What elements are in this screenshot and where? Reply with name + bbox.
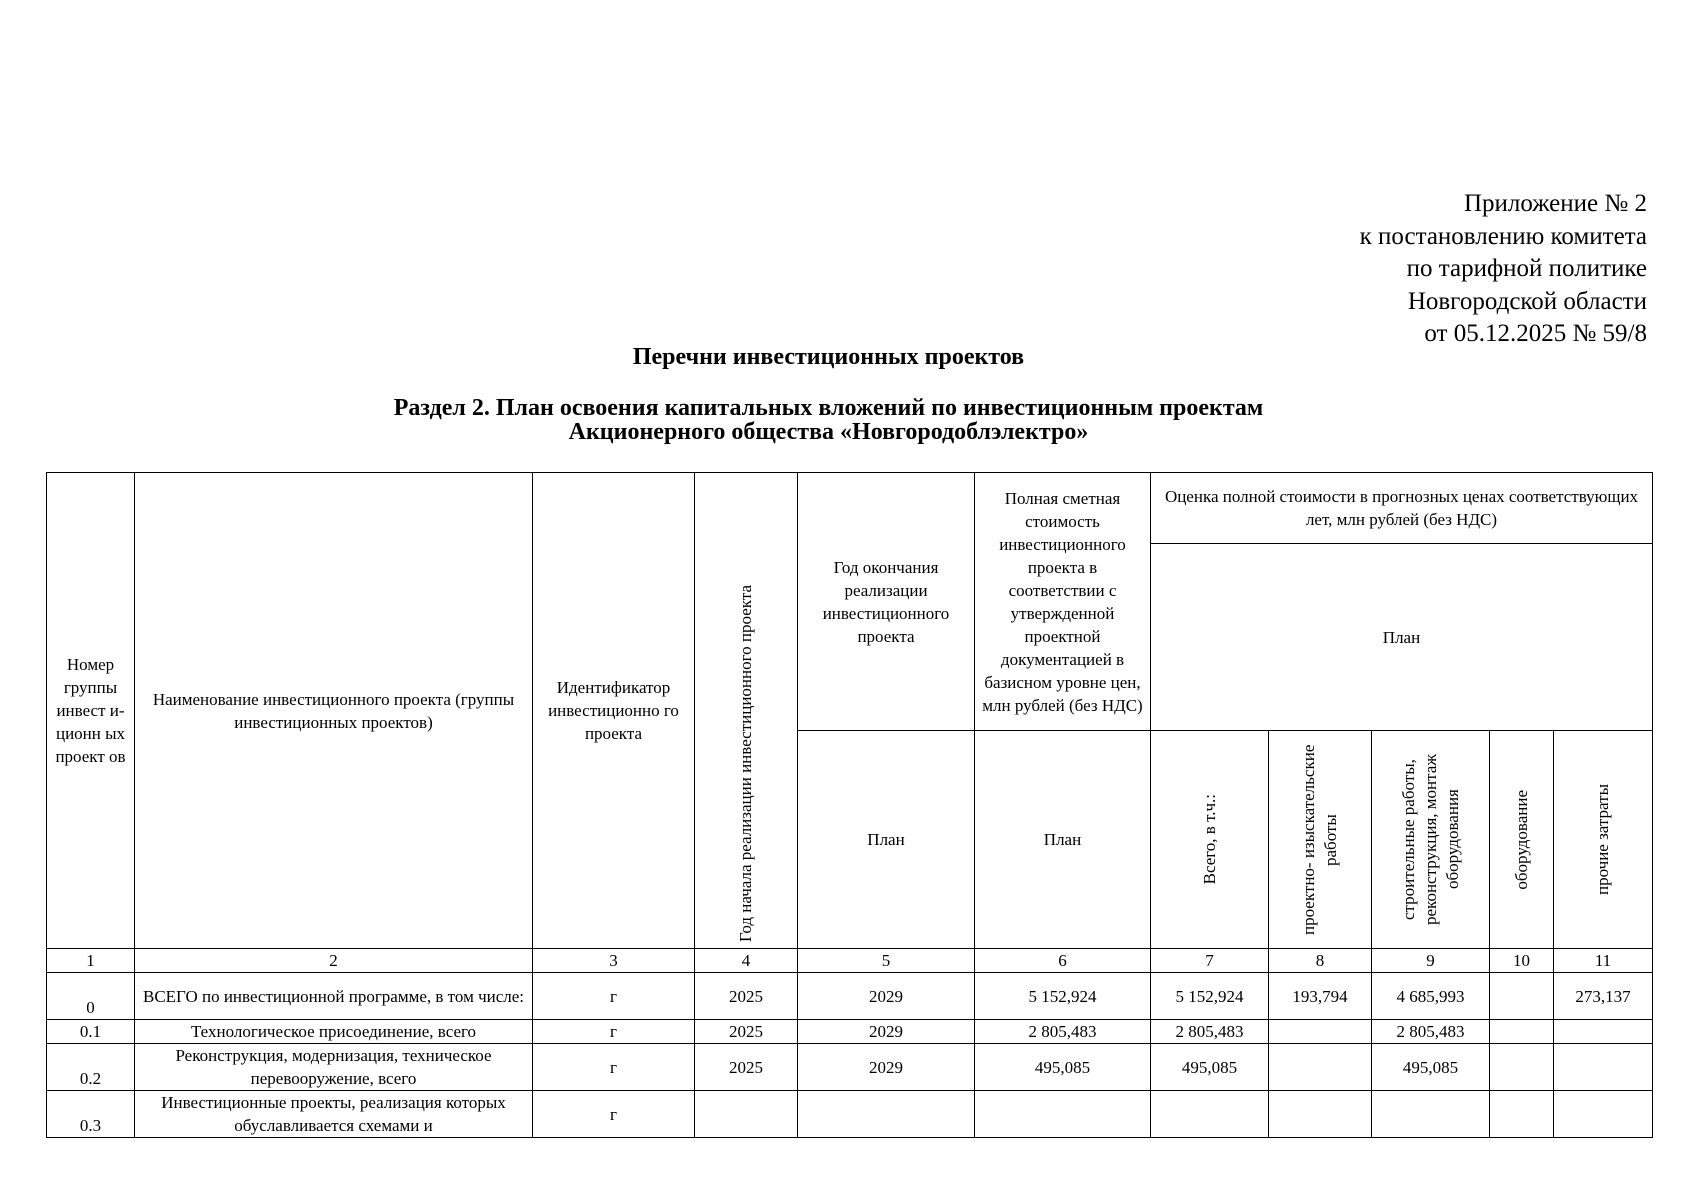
row-other: [1554, 1044, 1653, 1091]
header-full-cost-estimate: Оценка полной стоимости в прогнозных ценах соответствующих лет, млн рублей (без НДС): [1151, 473, 1653, 544]
row-name: ВСЕГО по инвестиционной программе, в том числе:: [135, 973, 533, 1020]
header-other-cell: [1554, 731, 1653, 949]
row-number: 0.2: [47, 1044, 135, 1091]
header-estimated-cost: Полная сметная стоимость инвестиционного проекта в соответствии с утвержденной проектной документацией в базисном уровне цен, млн рублей (без НДС): [975, 473, 1151, 731]
header-design-cell: [1269, 731, 1372, 949]
header-construction: строительные работы, реконструкция, монтаж оборудования: [1398, 753, 1462, 926]
document-title: Перечни инвестиционных проектов: [632, 344, 1025, 370]
row-equipment: [1490, 1091, 1554, 1138]
row-start: [695, 1091, 798, 1138]
column-number: 11: [1554, 949, 1653, 973]
column-number: 7: [1151, 949, 1269, 973]
row-end: 2029: [798, 1044, 975, 1091]
row-total: 495,085: [1151, 1044, 1269, 1091]
column-number-row: [47, 949, 1653, 973]
header-design-survey: проектно- изыскательские работы: [1299, 744, 1340, 935]
row-cost: 2 805,483: [975, 1020, 1151, 1044]
investment-table: [46, 472, 1653, 1138]
row-total: 2 805,483: [1151, 1020, 1269, 1044]
column-number: 4: [695, 949, 798, 973]
header-plan-end: План: [798, 731, 975, 949]
row-construction: 2 805,483: [1372, 1020, 1490, 1044]
row-other: [1554, 1020, 1653, 1044]
row-cost: 5 152,924: [975, 973, 1151, 1020]
appendix-line: от 05.12.2025 № 59/8: [1424, 320, 1647, 347]
row-total: 5 152,924: [1151, 973, 1269, 1020]
table-row: [47, 973, 1653, 1020]
row-design: 193,794: [1269, 973, 1372, 1020]
appendix-line: Приложение № 2: [1463, 190, 1647, 217]
row-name: Реконструкция, модернизация, техническое перевооружение, всего: [135, 1044, 533, 1091]
header-total-cell: [1151, 731, 1269, 949]
section-title-line2: Акционерного общества «Новгородоблэлектро»: [568, 419, 1089, 445]
row-construction: [1372, 1091, 1490, 1138]
row-id: г: [533, 1044, 695, 1091]
row-id: г: [533, 1091, 695, 1138]
appendix-line: к постановлению комитета: [1359, 222, 1647, 250]
header-project-name: Наименование инвестиционного проекта (группы инвестиционных проектов): [135, 473, 533, 949]
column-number: 6: [975, 949, 1151, 973]
row-name: Инвестиционные проекты, реализация которых обуславливается схемами и: [135, 1091, 533, 1138]
row-equipment: [1490, 1044, 1554, 1091]
row-id: г: [533, 1020, 695, 1044]
header-plan: План: [1151, 544, 1653, 731]
row-end: 2029: [798, 1020, 975, 1044]
row-end: [798, 1091, 975, 1138]
header-row-1: [47, 473, 1653, 544]
row-other: [1554, 1091, 1653, 1138]
row-other: 273,137: [1554, 973, 1653, 1020]
row-name: Технологическое присоединение, всего: [135, 1020, 533, 1044]
column-number: 1: [47, 949, 135, 973]
column-number: 10: [1490, 949, 1554, 973]
row-number: 0.3: [47, 1091, 135, 1138]
header-start-year-cell: [695, 473, 798, 949]
row-equipment: [1490, 1020, 1554, 1044]
row-construction: 4 685,993: [1372, 973, 1490, 1020]
header-start-year: Год начала реализации инвестиционного проекта: [736, 585, 755, 942]
row-design: [1269, 1044, 1372, 1091]
row-total: [1151, 1091, 1269, 1138]
table-row: [47, 1020, 1653, 1044]
row-id: г: [533, 973, 695, 1020]
column-number: 8: [1269, 949, 1372, 973]
column-number: 5: [798, 949, 975, 973]
header-total-incl: Всего, в т.ч.:: [1199, 794, 1219, 885]
row-cost: [975, 1091, 1151, 1138]
appendix-block: [1360, 188, 1647, 351]
appendix-line: по тарифной политике: [1406, 255, 1647, 282]
header-group-number: Номер группы инвест и- ционн ых проект ов: [47, 473, 135, 949]
column-number: 9: [1372, 949, 1490, 973]
section-title-line1: Раздел 2. План освоения капитальных вложений по инвестиционным проектам: [393, 395, 1264, 421]
section-title: [0, 396, 1697, 444]
row-design: [1269, 1091, 1372, 1138]
table-row: [47, 1044, 1653, 1091]
header-equipment: оборудование: [1511, 789, 1531, 890]
header-equipment-cell: [1490, 731, 1554, 949]
header-other-costs: прочие затраты: [1593, 783, 1612, 895]
row-cost: 495,085: [975, 1044, 1151, 1091]
row-design: [1269, 1020, 1372, 1044]
row-start: 2025: [695, 1044, 798, 1091]
header-plan-cost: План: [975, 731, 1151, 949]
column-number: 2: [135, 949, 533, 973]
header-identifier: Идентификатор инвестиционно го проекта: [533, 473, 695, 949]
row-start: 2025: [695, 1020, 798, 1044]
table-row: [47, 1091, 1653, 1138]
row-number: 0: [47, 973, 135, 1020]
row-equipment: [1490, 973, 1554, 1020]
row-start: 2025: [695, 973, 798, 1020]
column-number: 3: [533, 949, 695, 973]
row-construction: 495,085: [1372, 1044, 1490, 1091]
appendix-line: Новгородской области: [1407, 287, 1647, 315]
header-construction-cell: [1372, 731, 1490, 949]
header-end-year: Год окончания реализации инвестиционного проекта: [798, 473, 975, 731]
row-number: 0.1: [47, 1020, 135, 1044]
row-end: 2029: [798, 973, 975, 1020]
